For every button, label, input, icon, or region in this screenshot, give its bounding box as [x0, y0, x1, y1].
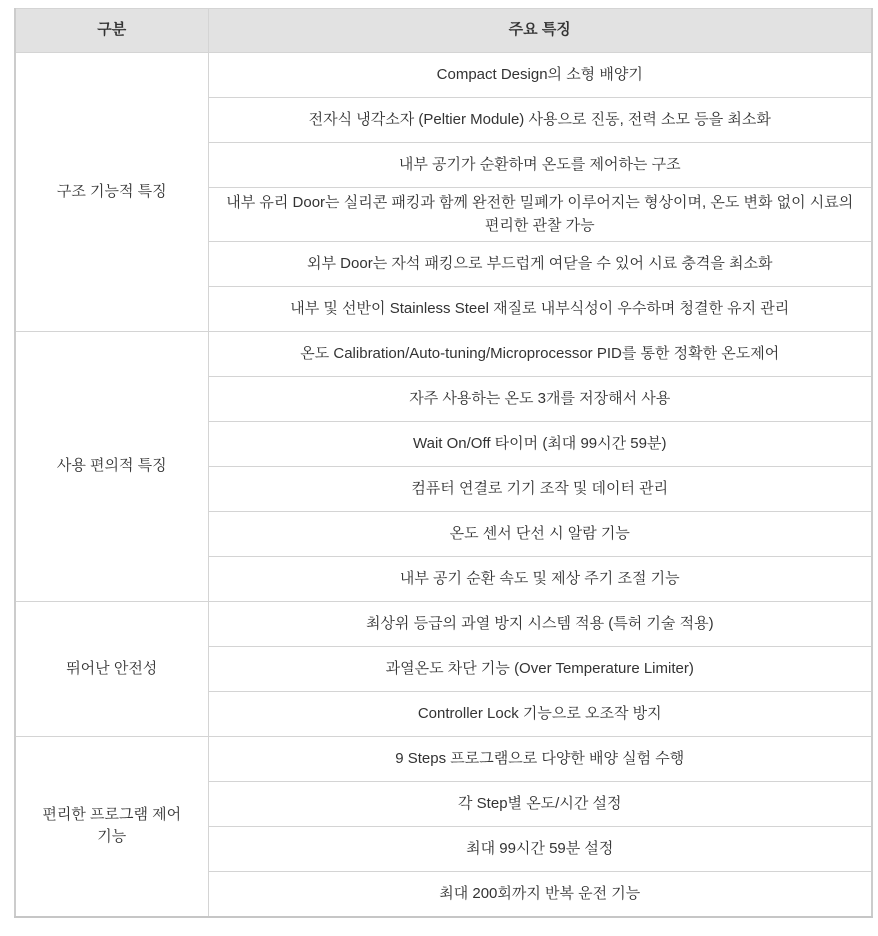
- feature-cell: 9 Steps 프로그램으로 다양한 배양 실험 수행: [208, 737, 872, 782]
- feature-cell: Controller Lock 기능으로 오조작 방지: [208, 692, 872, 737]
- category-cell-program-control: 편리한 프로그램 제어 기능: [15, 737, 208, 917]
- feature-cell: Wait On/Off 타이머 (최대 99시간 59분): [208, 422, 872, 467]
- table-row: [15, 332, 872, 377]
- feature-cell: 내부 및 선반이 Stainless Steel 재질로 내부식성이 우수하며 청결한 유지 관리: [208, 287, 872, 332]
- feature-cell: 내부 공기가 순환하며 온도를 제어하는 구조: [208, 143, 872, 188]
- feature-cell: Compact Design의 소형 배양기: [208, 53, 872, 98]
- feature-cell: 과열온도 차단 기능 (Over Temperature Limiter): [208, 647, 872, 692]
- feature-cell: 외부 Door는 자석 패킹으로 부드럽게 여닫을 수 있어 시료 충격을 최소화: [208, 242, 872, 287]
- feature-cell: 최대 99시간 59분 설정: [208, 827, 872, 872]
- feature-cell: 최대 200회까지 반복 운전 기능: [208, 872, 872, 917]
- category-cell-usability: 사용 편의적 특징: [15, 332, 208, 602]
- feature-cell: 내부 공기 순환 속도 및 제상 주기 조절 기능: [208, 557, 872, 602]
- table-row: [15, 602, 872, 647]
- table-header-row: [15, 9, 872, 53]
- table-row: [15, 53, 872, 98]
- features-table: [14, 8, 873, 918]
- feature-cell: 자주 사용하는 온도 3개를 저장해서 사용: [208, 377, 872, 422]
- header-cell-category: 구분: [15, 9, 208, 53]
- feature-cell: 전자식 냉각소자 (Peltier Module) 사용으로 진동, 전력 소모 등을 최소화: [208, 98, 872, 143]
- feature-cell: 온도 센서 단선 시 알람 기능: [208, 512, 872, 557]
- category-cell-safety: 뛰어난 안전성: [15, 602, 208, 737]
- category-cell-structural: 구조 기능적 특징: [15, 53, 208, 332]
- feature-cell: 각 Step별 온도/시간 설정: [208, 782, 872, 827]
- feature-cell: 온도 Calibration/Auto-tuning/Microprocessor PID를 통한 정확한 온도제어: [208, 332, 872, 377]
- feature-cell: 컴퓨터 연결로 기기 조작 및 데이터 관리: [208, 467, 872, 512]
- feature-cell: 최상위 등급의 과열 방지 시스템 적용 (특허 기술 적용): [208, 602, 872, 647]
- table-row: [15, 737, 872, 782]
- feature-cell: 내부 유리 Door는 실리콘 패킹과 함께 완전한 밀폐가 이루어지는 형상이며, 온도 변화 없이 시료의 편리한 관찰 가능: [208, 188, 872, 242]
- header-cell-features: 주요 특징: [208, 9, 872, 53]
